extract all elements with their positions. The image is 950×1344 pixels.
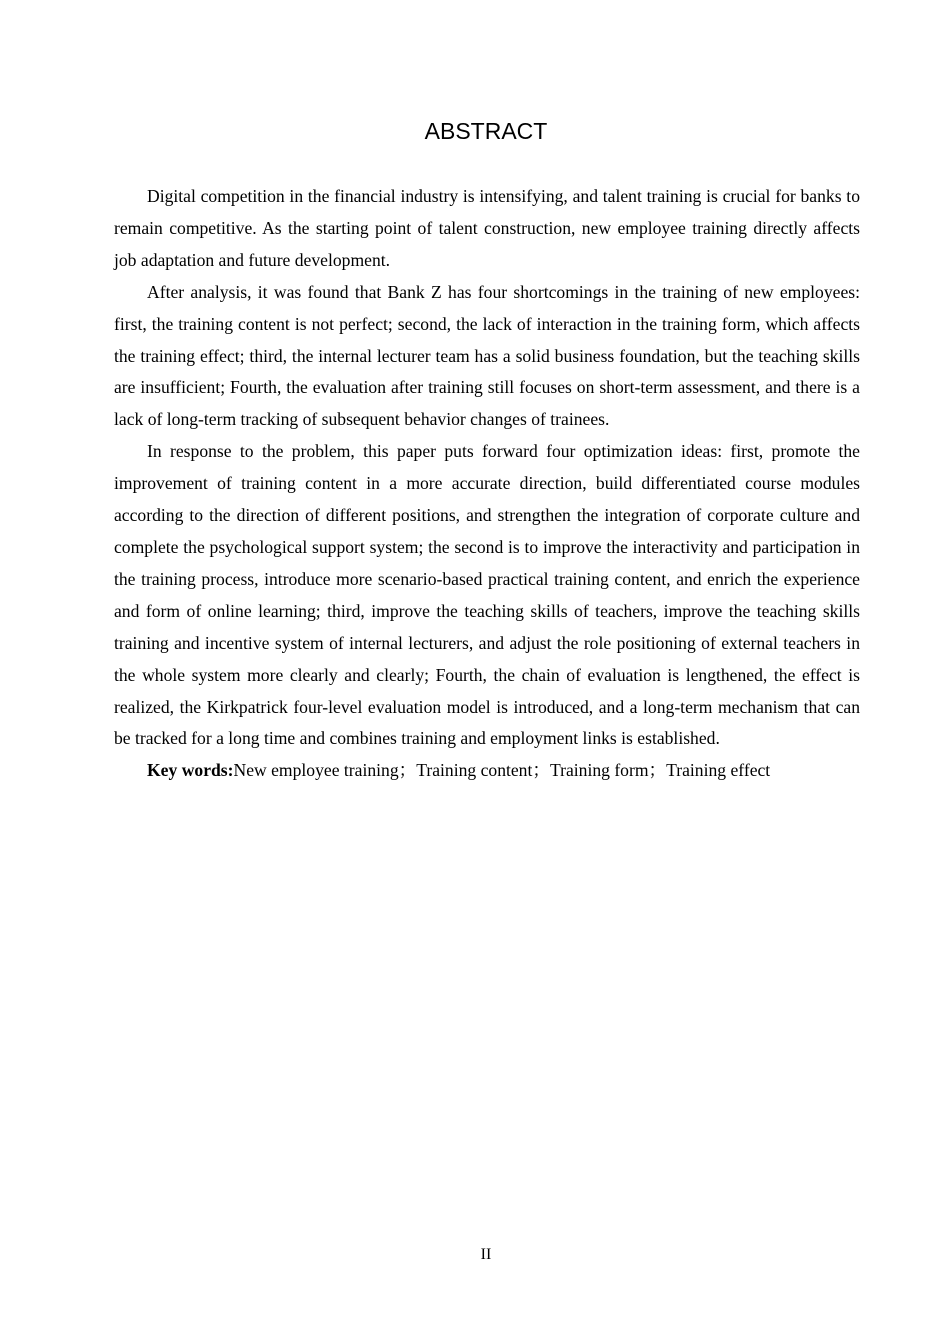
abstract-paragraph-1: Digital competition in the financial industry is intensifying, and talent training is crucial for banks to remain competitive. As the starting point of talent construction, new employee training directly affects job adaptation and future development. (114, 186, 860, 270)
page-number: II (480, 1246, 492, 1263)
keywords-line (114, 755, 860, 787)
abstract-paragraph-3: In response to the problem, this paper puts forward four optimization ideas: first, promote the improvement of training content in a more accurate direction, build differentiated course modules according to the direction of different positions, and strengthen the integration of corporate culture and complete the psychological support system; the second is to improve the interactivity and participation in the training process, introduce more scenario-based practical training content, and enrich the experience and form of online learning; third, improve the teaching skills of teachers, improve the teaching skills training and incentive system of internal lecturers, and adjust the role positioning of external teachers in the whole system more clearly and clearly; Fourth, the chain of evaluation is lengthened, the effect is realized, the Kirkpatrick four-level evaluation model is introduced, and a long-term mechanism that can be tracked for a long time and combines training and employment links is established. (114, 441, 860, 749)
abstract-body (114, 181, 860, 787)
keywords-list: New employee training；Training content；Training form；Training effect (233, 760, 771, 781)
abstract-title: ABSTRACT (424, 118, 548, 144)
keywords-label: Key words: (147, 760, 234, 781)
abstract-paragraph-2: After analysis, it was found that Bank Z has four shortcomings in the training of new employees: first, the training content is not perfect; second, the lack of interaction in the training form, which affects the training effect; third, the internal lecturer team has a solid business foundation, but the teaching skills are insufficient; Fourth, the evaluation after training still focuses on short-term assessment, and there is a lack of long-term tracking of subsequent behavior changes of trainees. (114, 281, 860, 430)
